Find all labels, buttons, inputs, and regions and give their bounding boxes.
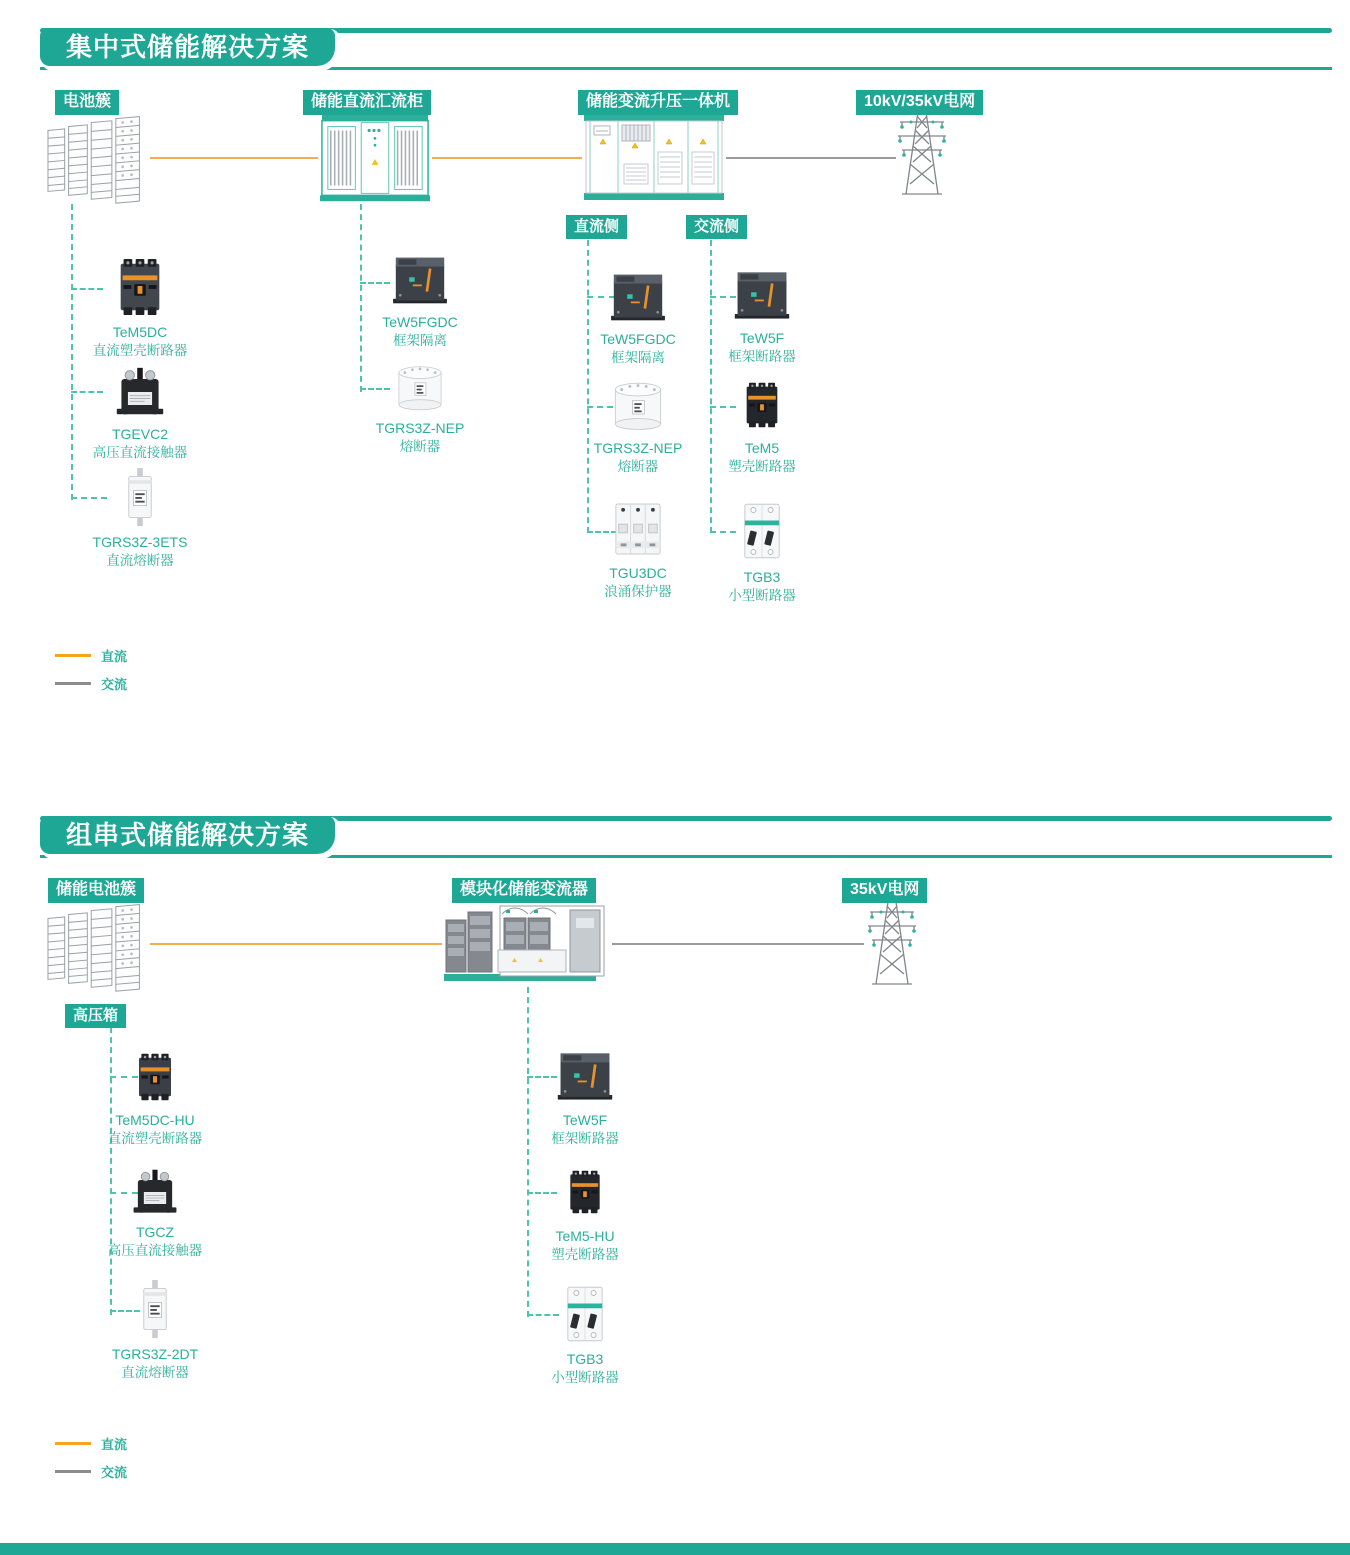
dc-connection-line: [432, 157, 582, 159]
section1-header-underline: [40, 67, 1332, 70]
dc-side-badge: 直流侧: [566, 215, 627, 239]
product-name: TGRS3Z-NEP: [375, 420, 465, 436]
product-name: TGB3: [743, 569, 781, 585]
battery-rack-illustration: [46, 896, 164, 992]
product-desc: 框架断路器: [551, 1131, 619, 1147]
product-desc: 直流塑壳断路器: [107, 1131, 203, 1147]
frame-breaker-product-image: [609, 271, 667, 323]
section1-title: 集中式储能解决方案: [40, 28, 335, 66]
ac-legend-label: 交流: [101, 677, 128, 692]
ac-legend-label: 交流: [101, 1465, 128, 1480]
product-desc: 熔断器: [617, 459, 659, 475]
legend-row-dc: [55, 1434, 127, 1453]
battery-rack-illustration: [46, 108, 164, 204]
modular-pcs-illustration: [442, 898, 610, 986]
product-desc: 塑壳断路器: [728, 459, 796, 475]
legend-row-dc: [55, 646, 127, 665]
product-name: TGU3DC: [609, 565, 667, 581]
product-name: TGB3: [566, 1351, 604, 1367]
section2-title: 组串式储能解决方案: [40, 816, 335, 854]
transmission-tower-illustration: [894, 106, 950, 198]
dc-legend-line: [55, 654, 91, 657]
product-tew5f: [687, 268, 837, 366]
dc-fuse-product-image: [136, 1280, 174, 1338]
ac-side-badge: 交流侧: [686, 215, 747, 239]
product-desc: 高压直流接触器: [107, 1243, 203, 1259]
product-name: TGCZ: [135, 1224, 175, 1240]
product-desc: 框架断路器: [728, 349, 796, 365]
product-name: TeW5F: [562, 1112, 608, 1128]
product-desc: 直流熔断器: [121, 1365, 189, 1381]
footer-bar: [0, 1543, 1350, 1555]
dc-legend-label: 直流: [101, 1437, 128, 1452]
product-tgevc2: [65, 366, 215, 462]
frame-breaker-product-image: [556, 1048, 614, 1104]
product-desc: 框架隔离: [393, 333, 447, 349]
contactor-product-image: [114, 366, 166, 418]
product-name: TGEVC2: [111, 426, 168, 442]
node-badge-storage-battery-cluster: 储能电池簇: [48, 878, 144, 903]
dc-legend-label: 直流: [101, 649, 128, 664]
legend-row-ac: [55, 1462, 127, 1481]
frame-breaker-product-image: [391, 254, 449, 306]
product-desc: 塑壳断路器: [551, 1247, 619, 1263]
dc-connection-line: [150, 157, 318, 159]
product-name: TeW5FGDC: [382, 314, 458, 330]
dc-connection-line: [150, 943, 442, 945]
product-tew5f: [510, 1048, 660, 1148]
pcs-booster-station-illustration: [582, 112, 726, 202]
dc-fuse-product-image: [121, 468, 159, 526]
section2-header-underline: [40, 855, 1332, 858]
ac-legend-line: [55, 1470, 91, 1473]
legend: [55, 1434, 127, 1481]
product-desc: 直流熔断器: [106, 553, 174, 569]
dc-legend-line: [55, 1442, 91, 1445]
product-desc: 框架隔离: [611, 350, 665, 366]
contactor-product-image: [130, 1168, 180, 1216]
legend-row-ac: [55, 674, 127, 693]
product-tem5dc-hu: [80, 1050, 230, 1148]
product-name: TeM5: [744, 440, 780, 456]
product-name: TGRS3Z-2DT: [111, 1346, 199, 1362]
product-tgcz: [80, 1168, 230, 1260]
product-desc: 直流塑壳断路器: [92, 343, 188, 359]
ac-legend-line: [55, 682, 91, 685]
product-tew5fgdc: [345, 254, 495, 350]
product-name: TGRS3Z-3ETS: [92, 534, 188, 550]
hv-box-badge: 高压箱: [65, 1004, 126, 1028]
product-name: TeM5DC: [112, 324, 168, 340]
product-desc: 高压直流接触器: [92, 445, 188, 461]
product-name: TeM5-HU: [555, 1228, 615, 1244]
mcb-product-image: [741, 501, 783, 561]
transmission-tower-illustration: [864, 896, 920, 988]
product-name: TeW5FGDC: [600, 331, 676, 347]
node-badge-grid: 10kV/35kV电网: [856, 90, 983, 115]
product-desc: 小型断路器: [551, 1370, 619, 1386]
node-badge-pcs-booster: 储能变流升压一体机: [578, 90, 738, 115]
ac-connection-line: [726, 157, 896, 159]
node-badge-battery-cluster: 电池簇: [55, 90, 119, 115]
mccb-product-image: [739, 378, 785, 432]
ac-connection-line: [612, 943, 864, 945]
mccb-product-image: [111, 258, 169, 316]
cylinder-fuse-product-image: [609, 378, 667, 432]
product-desc: 小型断路器: [728, 588, 796, 604]
node-badge-grid-35kv: 35kV电网: [842, 878, 927, 903]
product-tgb3: [687, 501, 837, 605]
surge-protector-product-image: [613, 501, 663, 557]
product-name: TeM5DC-HU: [115, 1112, 195, 1128]
product-tgrs3z-3ets: [65, 468, 215, 570]
product-desc: 熔断器: [399, 439, 441, 455]
product-tgrs3z-nep: [345, 362, 495, 456]
mccb-product-image: [131, 1050, 179, 1104]
cylinder-fuse-product-image: [393, 362, 447, 412]
node-badge-dc-combiner: 储能直流汇流柜: [303, 90, 431, 115]
dc-combiner-cabinet-illustration: [318, 112, 432, 204]
product-desc: 浪涌保护器: [604, 584, 672, 600]
frame-breaker-product-image: [733, 268, 791, 322]
product-name: TGRS3Z-NEP: [593, 440, 683, 456]
product-tgb3: [510, 1285, 660, 1387]
mcb-product-image: [564, 1285, 606, 1343]
node-badge-modular-pcs: 模块化储能变流器: [452, 878, 596, 903]
legend: [55, 646, 127, 693]
product-tem5-hu: [510, 1164, 660, 1264]
product-tgrs3z-2dt: [80, 1280, 230, 1382]
dashed-connector: [527, 987, 529, 1317]
product-name: TeW5F: [739, 330, 785, 346]
product-tem5: [687, 378, 837, 476]
product-tem5dc: [65, 258, 215, 360]
mccb-product-image: [563, 1164, 607, 1220]
